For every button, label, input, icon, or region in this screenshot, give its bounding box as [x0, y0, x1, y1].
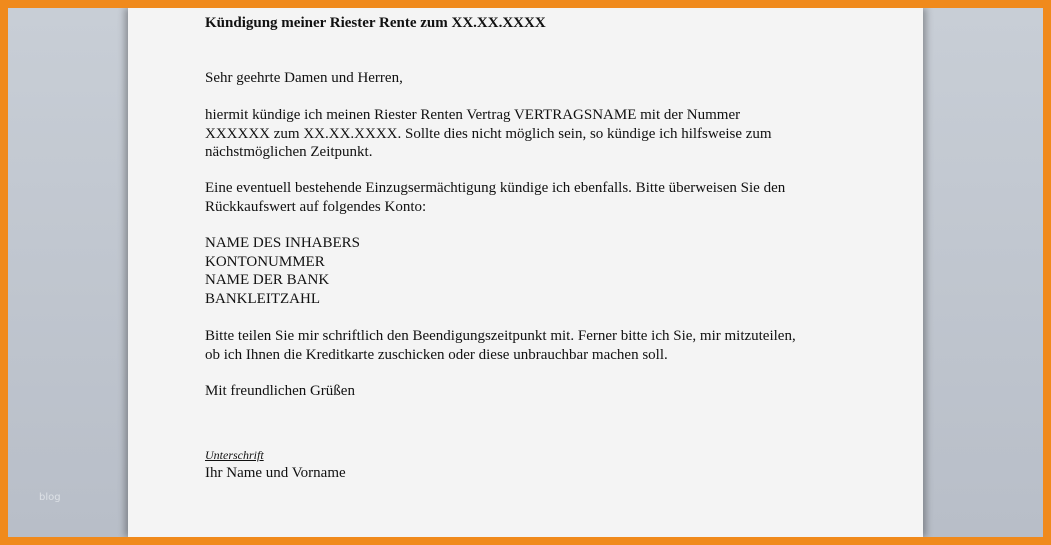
paragraph-1-line: XXXXXX zum XX.XX.XXXX. Sollte dies nicht möglich sein, so kündige ich hilfsweise zum	[205, 125, 772, 142]
document-viewer	[8, 8, 1043, 537]
salutation: Sehr geehrte Damen und Herren,	[205, 70, 403, 86]
letter-title: Kündigung meiner Riester Rente zum XX.XX.XXXX	[205, 15, 546, 31]
bank-name: NAME DER BANK	[205, 272, 330, 288]
account-number: KONTONUMMER	[205, 253, 325, 270]
sender-name: Ihr Name und Vorname	[205, 465, 346, 481]
paragraph-2-line: Eine eventuell bestehende Einzugsermächtigung kündige ich ebenfalls. Bitte überweisen Sie den	[205, 180, 786, 196]
paragraph-2-line: Rückkaufswert auf folgendes Konto:	[205, 199, 427, 215]
document-page	[128, 8, 923, 537]
paragraph-3-line: Bitte teilen Sie mir schriftlich den Beendigungszeitpunkt mit. Ferner bitte ich Sie, mir mitzuteilen,	[205, 328, 796, 344]
watermark: blog	[39, 492, 61, 503]
account-holder: NAME DES INHABERS	[205, 235, 361, 251]
paragraph-3-line: ob ich Ihnen die Kreditkarte zuschicken oder diese unbrauchbar machen soll.	[205, 346, 668, 363]
bank-code: BANKLEITZAHL	[205, 290, 320, 307]
closing: Mit freundlichen Grüßen	[205, 383, 355, 399]
paragraph-1-line: nächstmöglichen Zeitpunkt.	[205, 144, 373, 160]
signature-label: Unterschrift	[205, 448, 264, 462]
paragraph-1-line: hiermit kündige ich meinen Riester Renten Vertrag VERTRAGSNAME mit der Nummer	[205, 107, 741, 123]
